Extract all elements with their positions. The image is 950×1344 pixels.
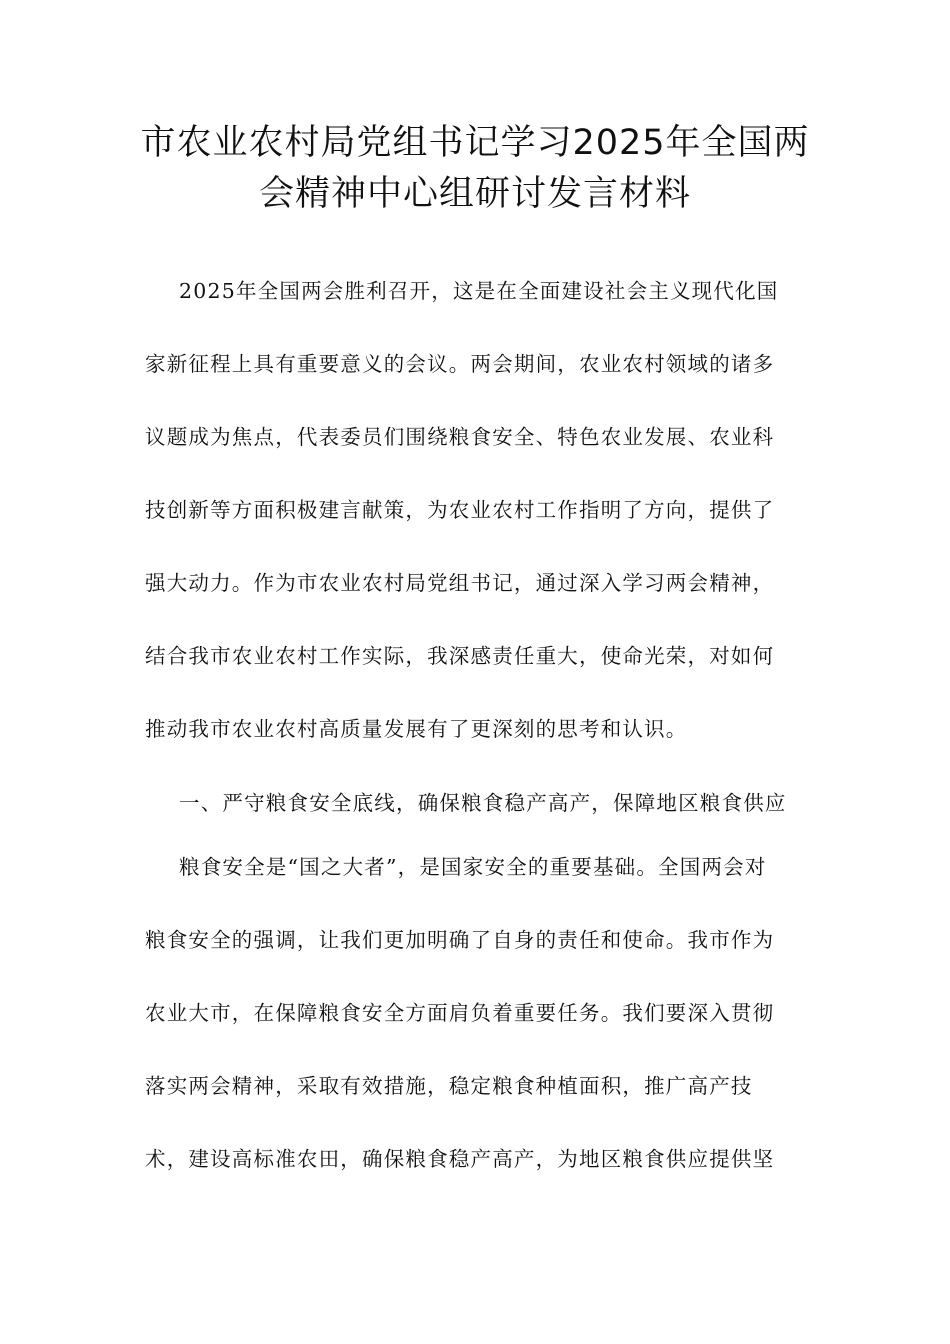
paragraph-line: 结合我市农业农村工作实际，我深感责任重大，使命光荣，对如何 <box>145 644 775 668</box>
paragraph-line: 术，建设高标准农田，确保粮食稳产高产，为地区粮食供应提供坚 <box>145 1147 775 1171</box>
paragraph-line: 粮食安全是“国之大者”，是国家安全的重要基础。全国两会对 <box>179 855 767 879</box>
title-line-2: 会精神中心组研讨发言材料 <box>258 174 691 214</box>
paragraph-line: 强大动力。作为市农业农村局党组书记，通过深入学习两会精神， <box>145 571 775 595</box>
paragraph-line: 2025年全国两会胜利召开，这是在全面建设社会主义现代化国 <box>179 279 779 303</box>
document-title <box>120 118 830 220</box>
paragraph-line: 推动我市农业农村高质量发展有了更深刻的思考和认识。 <box>145 717 688 741</box>
section-heading: 一、严守粮食安全底线，确保粮食稳产高产，保障地区粮食供应 <box>179 791 787 815</box>
section-paragraph <box>145 852 810 1217</box>
paragraph-line: 落实两会精神，采取有效措施，稳定粮食种植面积，推广高产技 <box>145 1074 753 1098</box>
paragraph-line: 技创新等方面积极建言献策，为农业农村工作指明了方向，提供了 <box>145 498 775 522</box>
intro-paragraph <box>145 276 810 787</box>
title-line-1: 市农业农村局党组书记学习2025年全国两 <box>140 123 810 163</box>
paragraph-line: 粮食安全的强调，让我们更加明确了自身的责任和使命。我市作为 <box>145 928 775 952</box>
paragraph-line: 农业大市，在保障粮食安全方面肩负着重要任务。我们要深入贯彻 <box>145 1001 775 1025</box>
paragraph-line: 家新征程上具有重要意义的会议。两会期间，农业农村领域的诸多 <box>145 352 775 376</box>
paragraph-line: 议题成为焦点，代表委员们围绕粮食安全、特色农业发展、农业科 <box>145 425 775 449</box>
